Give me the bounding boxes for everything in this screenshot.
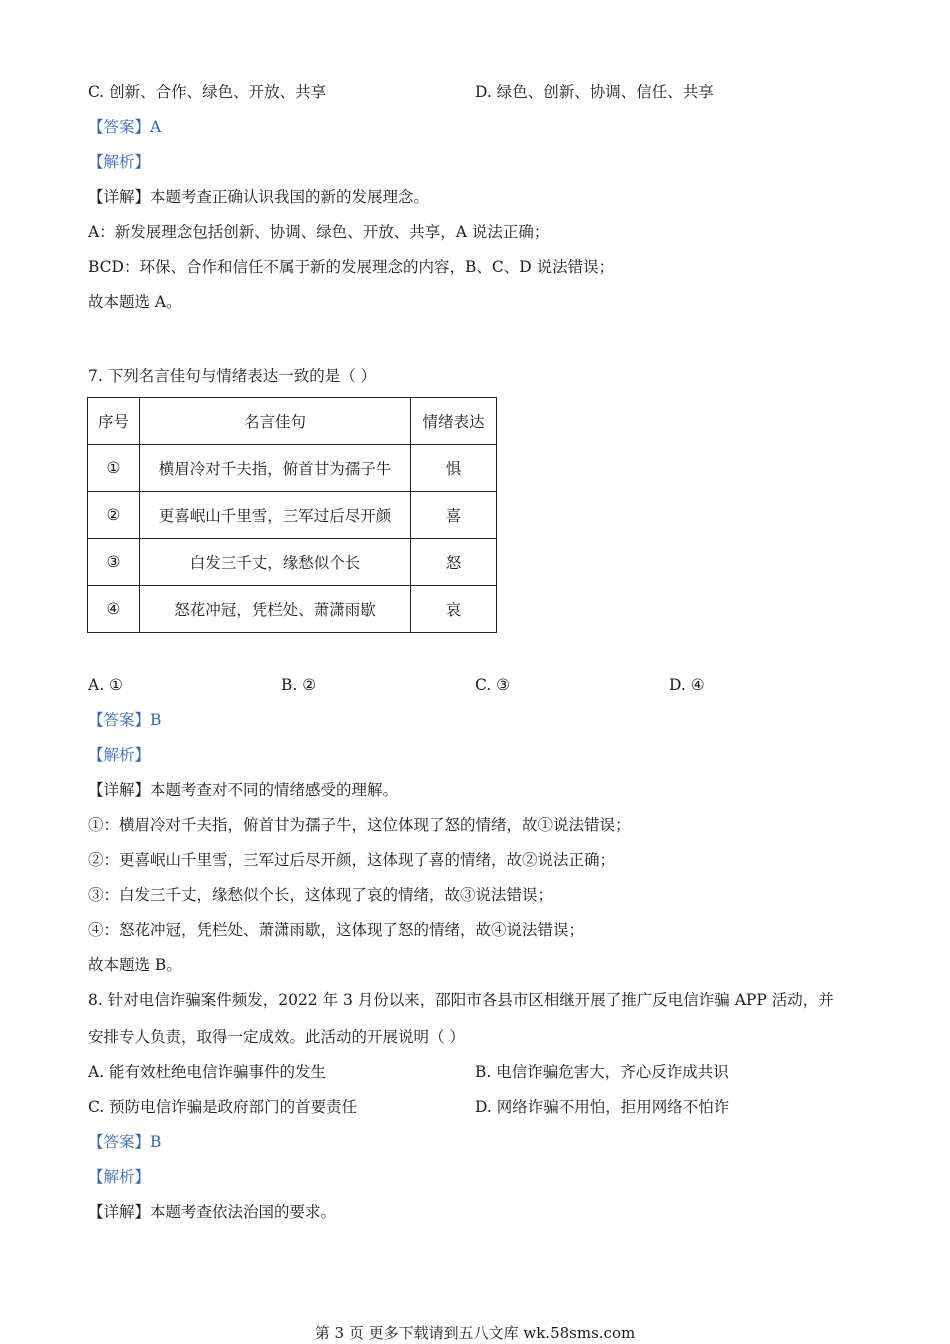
- table-cell: 更喜岷山千里雪，三军过后尽开颜: [140, 492, 411, 539]
- table-header-cell: 序号: [88, 398, 140, 445]
- q7-explanation-line: ①：横眉冷对千夫指，俯首甘为孺子牛，这位体现了怒的情绪，故①说法错误；: [88, 816, 631, 834]
- table-header-cell: 情绪表达: [411, 398, 497, 445]
- q7-option-a: A. ①: [88, 676, 123, 694]
- table-header-row: [88, 398, 497, 445]
- q6-option-d: D. 绿色、创新、协调、信任、共享: [475, 83, 714, 101]
- table-cell: 白发三千丈，缘愁似个长: [140, 539, 411, 586]
- q7-table: [87, 397, 497, 633]
- table-cell: 惧: [411, 445, 497, 492]
- table-header-cell: 名言佳句: [140, 398, 411, 445]
- q7-option-b: B. ②: [281, 676, 317, 694]
- q8-analysis-label: 【解析】: [88, 1168, 151, 1186]
- q7-analysis-label: 【解析】: [88, 746, 151, 764]
- q8-option-c: C. 预防电信诈骗是政府部门的首要责任: [88, 1098, 358, 1116]
- q7-detail: 【详解】本题考查对不同的情绪感受的理解。: [88, 781, 399, 799]
- q7-option-c: C. ③: [475, 676, 511, 694]
- q6-conclusion: 故本题选 A。: [88, 293, 182, 311]
- page-footer: 第 3 页 更多下载请到五八文库 wk.58sms.com: [314, 1324, 636, 1342]
- table-row: [88, 586, 497, 633]
- q7-option-d: D. ④: [669, 676, 705, 694]
- q8-option-b: B. 电信诈骗危害大，齐心反诈成共识: [475, 1063, 729, 1081]
- table-row: [88, 445, 497, 492]
- table-cell: ④: [88, 586, 140, 633]
- table-cell: 哀: [411, 586, 497, 633]
- q6-explanation-line: A：新发展理念包括创新、协调、绿色、开放、共享，A 说法正确；: [88, 223, 550, 241]
- q7-explanation-line: ③：白发三千丈，缘愁似个长，这体现了哀的情绪，故③说法错误；: [88, 886, 554, 904]
- q6-answer: 【答案】A: [88, 118, 162, 136]
- q6-option-c: C. 创新、合作、绿色、开放、共享: [88, 83, 327, 101]
- q7-conclusion: 故本题选 B。: [88, 956, 182, 974]
- table-cell: 怒: [411, 539, 497, 586]
- table-cell: ③: [88, 539, 140, 586]
- table-cell: ①: [88, 445, 140, 492]
- q7-answer: 【答案】B: [88, 711, 162, 729]
- q6-analysis-label: 【解析】: [88, 153, 151, 171]
- q7-explanation-line: ④：怒花冲冠，凭栏处、萧潇雨歇，这体现了怒的情绪，故④说法错误；: [88, 921, 585, 939]
- q8-detail: 【详解】本题考查依法治国的要求。: [88, 1203, 337, 1221]
- q7-stem: 7. 下列名言佳句与情绪表达一致的是（ ）: [88, 367, 377, 385]
- q8-stem-line2: 安排专人负责，取得一定成效。此活动的开展说明（ ）: [88, 1028, 465, 1046]
- q6-explanation-line: BCD：环保、合作和信任不属于新的发展理念的内容，B、C、D 说法错误；: [88, 258, 615, 276]
- q8-option-d: D. 网络诈骗不用怕，拒用网络不怕诈: [475, 1098, 730, 1116]
- table-row: [88, 492, 497, 539]
- q8-answer: 【答案】B: [88, 1133, 162, 1151]
- q6-detail: 【详解】本题考查正确认识我国的新的发展理念。: [88, 188, 430, 206]
- table-cell: 喜: [411, 492, 497, 539]
- q8-option-a: A. 能有效杜绝电信诈骗事件的发生: [88, 1063, 327, 1081]
- q7-explanation-line: ②：更喜岷山千里雪，三军过后尽开颜，这体现了喜的情绪，故②说法正确；: [88, 851, 616, 869]
- table-row: [88, 539, 497, 586]
- q8-stem-line1: 8. 针对电信诈骗案件频发，2022 年 3 月份以来，邵阳市各县市区相继开展了推广反电信诈骗 APP 活动，并: [88, 991, 834, 1009]
- table-cell: 横眉冷对千夫指，俯首甘为孺子牛: [140, 445, 411, 492]
- table-cell: ②: [88, 492, 140, 539]
- table-cell: 怒花冲冠，凭栏处、萧潇雨歇: [140, 586, 411, 633]
